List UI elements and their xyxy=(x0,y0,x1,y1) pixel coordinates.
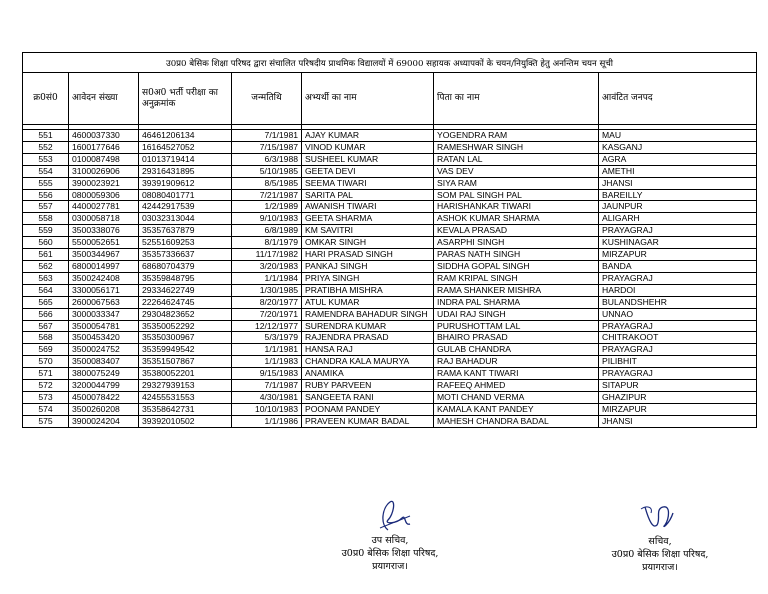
application-number-cell: 3500054781 xyxy=(69,320,139,332)
roll-number-cell: 29327939153 xyxy=(139,380,232,392)
roll-number-cell: 35359848795 xyxy=(139,272,232,284)
candidate-name-cell: RAMENDRA BAHADUR SINGH xyxy=(302,308,434,320)
serial-cell: 551 xyxy=(23,130,69,142)
application-number-cell: 4600037330 xyxy=(69,130,139,142)
allotted-district-cell: SITAPUR xyxy=(599,380,757,392)
roll-number-cell: 42455531553 xyxy=(139,391,232,403)
date-of-birth-cell: 9/10/1983 xyxy=(232,213,302,225)
table-row xyxy=(23,368,757,380)
table-row xyxy=(23,260,757,272)
candidate-name-cell: POONAM PANDEY xyxy=(302,403,434,415)
father-name-cell: PURUSHOTTAM LAL xyxy=(434,320,599,332)
deputy-secretary-signature xyxy=(350,494,430,534)
date-of-birth-cell: 10/10/1983 xyxy=(232,403,302,415)
application-number-cell: 0300058718 xyxy=(69,213,139,225)
serial-cell: 573 xyxy=(23,391,69,403)
roll-number-cell: 68680704379 xyxy=(139,260,232,272)
date-of-birth-cell: 1/1/1986 xyxy=(232,415,302,427)
candidate-name-cell: ANAMIKA xyxy=(302,368,434,380)
father-name-cell: RAMA SHANKER MISHRA xyxy=(434,284,599,296)
allotted-district-cell: JAUNPUR xyxy=(599,201,757,213)
candidate-name-cell: AWANISH TIWARI xyxy=(302,201,434,213)
serial-cell: 568 xyxy=(23,332,69,344)
father-name-cell: RATAN LAL xyxy=(434,153,599,165)
table-row xyxy=(23,272,757,284)
date-of-birth-cell: 5/3/1979 xyxy=(232,332,302,344)
date-of-birth-cell: 1/2/1989 xyxy=(232,201,302,213)
serial-cell: 556 xyxy=(23,189,69,201)
father-name-cell: VAS DEV xyxy=(434,165,599,177)
allotted-district-cell: HARDOI xyxy=(599,284,757,296)
roll-number-cell: 52551609253 xyxy=(139,237,232,249)
allotted-district-cell: PRAYAGRAJ xyxy=(599,225,757,237)
table-body xyxy=(23,130,757,428)
candidate-name-cell: SUSHEEL KUMAR xyxy=(302,153,434,165)
serial-cell: 557 xyxy=(23,201,69,213)
header-candidate-name: अभ्यर्थी का नाम xyxy=(302,73,434,125)
secretary-designation: सचिव, xyxy=(648,536,672,547)
table-row xyxy=(23,380,757,392)
father-name-cell: RAJ BAHADUR xyxy=(434,356,599,368)
serial-cell: 569 xyxy=(23,344,69,356)
father-name-cell: RAM KRIPAL SINGH xyxy=(434,272,599,284)
date-of-birth-cell: 7/1/1987 xyxy=(232,380,302,392)
serial-cell: 558 xyxy=(23,213,69,225)
application-number-cell: 3500242408 xyxy=(69,272,139,284)
allotted-district-cell: CHITRAKOOT xyxy=(599,332,757,344)
table-row xyxy=(23,249,757,261)
allotted-district-cell: MIRZAPUR xyxy=(599,403,757,415)
table-row xyxy=(23,284,757,296)
father-name-cell: MAHESH CHANDRA BADAL xyxy=(434,415,599,427)
application-number-cell: 0800059306 xyxy=(69,189,139,201)
date-of-birth-cell: 1/1/1984 xyxy=(232,272,302,284)
allotted-district-cell: AGRA xyxy=(599,153,757,165)
date-of-birth-cell: 6/3/1988 xyxy=(232,153,302,165)
application-number-cell: 3100026906 xyxy=(69,165,139,177)
application-number-cell: 3500024752 xyxy=(69,344,139,356)
serial-cell: 562 xyxy=(23,260,69,272)
date-of-birth-cell: 9/15/1983 xyxy=(232,368,302,380)
application-number-cell: 3800075249 xyxy=(69,368,139,380)
candidate-name-cell: RAJENDRA PRASAD xyxy=(302,332,434,344)
father-name-cell: SIYA RAM xyxy=(434,177,599,189)
allotted-district-cell: UNNAO xyxy=(599,308,757,320)
father-name-cell: KAMALA KANT PANDEY xyxy=(434,403,599,415)
candidate-name-cell: KM SAVITRI xyxy=(302,225,434,237)
serial-cell: 572 xyxy=(23,380,69,392)
header-row xyxy=(23,73,757,125)
application-number-cell: 3000033347 xyxy=(69,308,139,320)
serial-cell: 565 xyxy=(23,296,69,308)
candidate-name-cell: OMKAR SINGH xyxy=(302,237,434,249)
candidate-name-cell: PRAVEEN KUMAR BADAL xyxy=(302,415,434,427)
deputy-secretary-place: प्रयागराज। xyxy=(372,561,408,572)
candidate-name-cell: AJAY KUMAR xyxy=(302,130,434,142)
roll-number-cell: 39392010502 xyxy=(139,415,232,427)
table-row xyxy=(23,213,757,225)
table-row xyxy=(23,308,757,320)
candidate-name-cell: HARI PRASAD SINGH xyxy=(302,249,434,261)
table-row xyxy=(23,344,757,356)
application-number-cell: 3500260208 xyxy=(69,403,139,415)
roll-number-cell: 22264624745 xyxy=(139,296,232,308)
father-name-cell: RAMESHWAR SINGH xyxy=(434,141,599,153)
father-name-cell: RAMA KANT TIWARI xyxy=(434,368,599,380)
table-row xyxy=(23,141,757,153)
allotted-district-cell: PRAYAGRAJ xyxy=(599,344,757,356)
table-row xyxy=(23,415,757,427)
table-row xyxy=(23,177,757,189)
candidate-name-cell: SANGEETA RANI xyxy=(302,391,434,403)
roll-number-cell: 08080401771 xyxy=(139,189,232,201)
serial-cell: 575 xyxy=(23,415,69,427)
father-name-cell: MOTI CHAND VERMA xyxy=(434,391,599,403)
deputy-secretary-office: उ0प्र0 बेसिक शिक्षा परिषद, xyxy=(341,548,439,559)
date-of-birth-cell: 7/15/1987 xyxy=(232,141,302,153)
application-number-cell: 4500078422 xyxy=(69,391,139,403)
father-name-cell: BHAIRO PRASAD xyxy=(434,332,599,344)
date-of-birth-cell: 8/5/1985 xyxy=(232,177,302,189)
table-row xyxy=(23,356,757,368)
allotted-district-cell: PRAYAGRAJ xyxy=(599,320,757,332)
allotted-district-cell: BAREILLY xyxy=(599,189,757,201)
serial-cell: 552 xyxy=(23,141,69,153)
candidate-name-cell: VINOD KUMAR xyxy=(302,141,434,153)
date-of-birth-cell: 8/1/1979 xyxy=(232,237,302,249)
roll-number-cell: 35380052201 xyxy=(139,368,232,380)
serial-cell: 570 xyxy=(23,356,69,368)
serial-cell: 553 xyxy=(23,153,69,165)
roll-number-cell: 16164527052 xyxy=(139,141,232,153)
table-row xyxy=(23,225,757,237)
father-name-cell: UDAI RAJ SINGH xyxy=(434,308,599,320)
date-of-birth-cell: 11/17/1982 xyxy=(232,249,302,261)
father-name-cell: RAFEEQ AHMED xyxy=(434,380,599,392)
application-number-cell: 3900023921 xyxy=(69,177,139,189)
application-number-cell: 3500083407 xyxy=(69,356,139,368)
roll-number-cell: 35357336637 xyxy=(139,249,232,261)
father-name-cell: YOGENDRA RAM xyxy=(434,130,599,142)
father-name-cell: SOM PAL SINGH PAL xyxy=(434,189,599,201)
table-row xyxy=(23,332,757,344)
father-name-cell: HARISHANKAR TIWARI xyxy=(434,201,599,213)
application-number-cell: 2600067563 xyxy=(69,296,139,308)
table-row xyxy=(23,320,757,332)
serial-cell: 564 xyxy=(23,284,69,296)
allotted-district-cell: JHANSI xyxy=(599,415,757,427)
application-number-cell: 3300056171 xyxy=(69,284,139,296)
candidate-name-cell: SURENDRA KUMAR xyxy=(302,320,434,332)
serial-cell: 566 xyxy=(23,308,69,320)
table-row xyxy=(23,403,757,415)
table-row xyxy=(23,165,757,177)
candidate-name-cell: PRIYA SINGH xyxy=(302,272,434,284)
allotted-district-cell: AMETHI xyxy=(599,165,757,177)
serial-cell: 567 xyxy=(23,320,69,332)
serial-cell: 571 xyxy=(23,368,69,380)
application-number-cell: 3500338076 xyxy=(69,225,139,237)
candidate-name-cell: RUBY PARVEEN xyxy=(302,380,434,392)
roll-number-cell: 03032313044 xyxy=(139,213,232,225)
candidate-name-cell: CHANDRA KALA MAURYA xyxy=(302,356,434,368)
candidate-name-cell: SARITA PAL xyxy=(302,189,434,201)
secretary-office: उ0प्र0 बेसिक शिक्षा परिषद, xyxy=(611,549,709,560)
roll-number-cell: 35358642731 xyxy=(139,403,232,415)
allotted-district-cell: PILIBHIT xyxy=(599,356,757,368)
father-name-cell: INDRA PAL SHARMA xyxy=(434,296,599,308)
date-of-birth-cell: 3/20/1983 xyxy=(232,260,302,272)
deputy-secretary-designation: उप सचिव, xyxy=(371,535,409,546)
roll-number-cell: 35351507867 xyxy=(139,356,232,368)
candidate-name-cell: PRATIBHA MISHRA xyxy=(302,284,434,296)
date-of-birth-cell: 1/1/1981 xyxy=(232,344,302,356)
candidate-name-cell: PANKAJ SINGH xyxy=(302,260,434,272)
application-number-cell: 6800014997 xyxy=(69,260,139,272)
serial-cell: 554 xyxy=(23,165,69,177)
candidate-name-cell: SEEMA TIWARI xyxy=(302,177,434,189)
table-row xyxy=(23,237,757,249)
allotted-district-cell: KUSHINAGAR xyxy=(599,237,757,249)
allotted-district-cell: PRAYAGRAJ xyxy=(599,272,757,284)
allotted-district-cell: JHANSI xyxy=(599,177,757,189)
application-number-cell: 0100087498 xyxy=(69,153,139,165)
father-name-cell: KEVALA PRASAD xyxy=(434,225,599,237)
application-number-cell: 4400027781 xyxy=(69,201,139,213)
candidate-name-cell: ATUL KUMAR xyxy=(302,296,434,308)
serial-cell: 574 xyxy=(23,403,69,415)
date-of-birth-cell: 7/1/1981 xyxy=(232,130,302,142)
allotted-district-cell: BANDA xyxy=(599,260,757,272)
date-of-birth-cell: 8/20/1977 xyxy=(232,296,302,308)
allotted-district-cell: GHAZIPUR xyxy=(599,391,757,403)
application-number-cell: 5500052651 xyxy=(69,237,139,249)
allotted-district-cell: ALIGARH xyxy=(599,213,757,225)
date-of-birth-cell: 1/1/1983 xyxy=(232,356,302,368)
serial-cell: 561 xyxy=(23,249,69,261)
deputy-secretary-signature-block xyxy=(290,494,490,573)
serial-cell: 559 xyxy=(23,225,69,237)
date-of-birth-cell: 5/10/1985 xyxy=(232,165,302,177)
roll-number-cell: 42442917539 xyxy=(139,201,232,213)
table-row xyxy=(23,189,757,201)
allotted-district-cell: KASGANJ xyxy=(599,141,757,153)
table-row xyxy=(23,201,757,213)
serial-cell: 563 xyxy=(23,272,69,284)
date-of-birth-cell: 6/8/1989 xyxy=(232,225,302,237)
secretary-signature xyxy=(625,495,695,535)
application-number-cell: 3900024204 xyxy=(69,415,139,427)
father-name-cell: GULAB CHANDRA xyxy=(434,344,599,356)
serial-cell: 555 xyxy=(23,177,69,189)
father-name-cell: SIDDHA GOPAL SINGH xyxy=(434,260,599,272)
roll-number-cell: 35357637879 xyxy=(139,225,232,237)
title-row xyxy=(23,53,757,73)
roll-number-cell: 29316431895 xyxy=(139,165,232,177)
father-name-cell: ASHOK KUMAR SHARMA xyxy=(434,213,599,225)
roll-number-cell: 46461206134 xyxy=(139,130,232,142)
secretary-place: प्रयागराज। xyxy=(642,562,678,573)
list-title: उ0प्र0 बेसिक शिक्षा परिषद द्वारा संचालित परिषदीय प्राथमिक विद्यालयों में 69000 सहायक अध्यापकों के चयन/नियुक्ति हेतु अनन्तिम चयन सूची xyxy=(23,53,757,73)
allotted-district-cell: MAU xyxy=(599,130,757,142)
selection-list-sheet xyxy=(22,52,756,428)
application-number-cell: 3200044799 xyxy=(69,380,139,392)
date-of-birth-cell: 1/30/1985 xyxy=(232,284,302,296)
table-row xyxy=(23,153,757,165)
father-name-cell: PARAS NATH SINGH xyxy=(434,249,599,261)
roll-number-cell: 01013719414 xyxy=(139,153,232,165)
date-of-birth-cell: 12/12/1977 xyxy=(232,320,302,332)
header-father-name: पिता का नाम xyxy=(434,73,599,125)
header-serial: क्र0सं0 xyxy=(23,73,69,125)
candidate-name-cell: GEETA DEVI xyxy=(302,165,434,177)
date-of-birth-cell: 4/30/1981 xyxy=(232,391,302,403)
allotted-district-cell: BULANDSHEHR xyxy=(599,296,757,308)
header-allotted-district: आवंटित जनपद xyxy=(599,73,757,125)
application-number-cell: 3500453420 xyxy=(69,332,139,344)
candidate-name-cell: GEETA SHARMA xyxy=(302,213,434,225)
allotted-district-cell: MIRZAPUR xyxy=(599,249,757,261)
date-of-birth-cell: 7/21/1987 xyxy=(232,189,302,201)
application-number-cell: 1600177646 xyxy=(69,141,139,153)
roll-number-cell: 35350052292 xyxy=(139,320,232,332)
selection-list-table xyxy=(22,52,757,428)
table-row xyxy=(23,130,757,142)
header-application-number: आवेदन संख्या xyxy=(69,73,139,125)
serial-cell: 560 xyxy=(23,237,69,249)
roll-number-cell: 35359949542 xyxy=(139,344,232,356)
header-roll-number: स0अ0 भर्ती परीक्षा का अनुक्रमांक xyxy=(139,73,232,125)
application-number-cell: 3500344967 xyxy=(69,249,139,261)
secretary-signature-block xyxy=(580,495,740,574)
roll-number-cell: 35350300967 xyxy=(139,332,232,344)
header-date-of-birth: जन्मतिथि xyxy=(232,73,302,125)
roll-number-cell: 39391909612 xyxy=(139,177,232,189)
table-row xyxy=(23,391,757,403)
roll-number-cell: 29304823652 xyxy=(139,308,232,320)
father-name-cell: ASARPHI SINGH xyxy=(434,237,599,249)
roll-number-cell: 29334622749 xyxy=(139,284,232,296)
candidate-name-cell: HANSA RAJ xyxy=(302,344,434,356)
table-row xyxy=(23,296,757,308)
date-of-birth-cell: 7/20/1971 xyxy=(232,308,302,320)
allotted-district-cell: PRAYAGRAJ xyxy=(599,368,757,380)
